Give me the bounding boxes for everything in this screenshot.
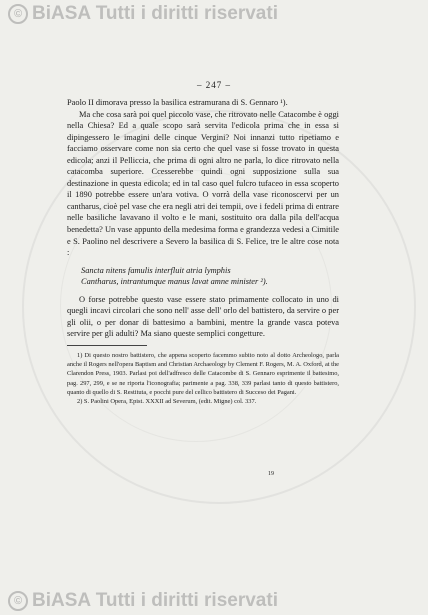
paragraph: Ma che cosa sarà poi quel piccolo vase, che ritrovato nelle Catacombe è oggi nella Chiesa? Ed a quale scopo sarà servita l'edicola prima che in essa si dipingessero le imagini delle cinque Vergini? Noi innanzi tutto ripetiamo e facciamo osservare come non sia certo che quel vase si fosse trovato in questa edicola; anzi il Pelliccia, che prima di ogni altro ne parla, lo dice ritrovato nella catacomba superiore. Ccesserebbe quindi ogni supposizione sulla sua destinazione in questa edicola; ed in tal caso quel fulcro tufaceo in essa scoperto il 1890 potrebbe essere un'ara votiva. O vorrà della vase riconoscervi per un cantharus, cioè pel vase che era negli atri dei tempii, ove i fedeli prima di entrare nelle basiliche lavavano il volto e le mani, sostituito ora dalla pila dell'acqua benedetta? Un vase appunto della medesima forma e grandezza vedesi a Cimitile e S. Paolino nel descrivere a Severo la basilica di S. Felice, tre le altre cose nota : bbox=[67, 109, 339, 258]
copyright-icon: © bbox=[8, 4, 28, 24]
verse-line: Sancta nitens famulis interfluit atria lymphis bbox=[81, 265, 231, 275]
copyright-icon: © bbox=[8, 591, 28, 611]
signature-mark: 19 bbox=[268, 471, 274, 477]
verse-quote bbox=[81, 265, 339, 288]
paragraph: O forse potrebbe questo vase essere stato primamente collocato in uno di quegli incavi circolari che sono nell' asse dell' orlo del battistero, da servire o per gli olii, o per donar di battesimo a bambini, mentre la grande vasca poteva servire per gli adulti? Ma siano queste semplici congetture. bbox=[67, 294, 339, 339]
footnote-divider bbox=[67, 345, 147, 346]
watermark-text: BiASA Tutti i diritti riservati bbox=[32, 590, 278, 611]
page-body bbox=[67, 97, 339, 406]
watermark-top bbox=[8, 3, 278, 25]
footnote: 2) S. Paolini Opera, Epist. XXXII ad Severum, (edit. Migne) col. 337. bbox=[77, 397, 257, 405]
paragraph: Paolo II dimorava presso la basilica estramurana di S. Gennaro ¹). bbox=[67, 98, 288, 107]
watermark-text: BiASA Tutti i diritti riservati bbox=[32, 3, 278, 24]
watermark-bottom bbox=[8, 590, 278, 612]
footnote: 1) Di questo nostro battistero, che appena scoperto facemmo subito noto al dotto Archeologo, parla anche il Rogers nell'opera Baptism and Christian Archaeology by Clement F. Rogers, M. A. Oxford, at the Clarendon Press, 1903. Parlasi poi dell'adfresco delle Catacombe di S. Gennaro esprimente il battesimo, pag. 297, 299, e se ne riporta l'iconografia; parimente a pag. 338, 339 parlasi tanto di questo battistero, quanto di quello di S. Restituta, e pocchi pure del cellico battistero di Succeso dei Pagani. bbox=[67, 351, 339, 396]
page-number: – 247 – bbox=[197, 80, 231, 90]
verse-line: Cantharus, intrantumque manus lavat amne minister ²). bbox=[81, 277, 268, 287]
footnotes bbox=[67, 351, 339, 406]
